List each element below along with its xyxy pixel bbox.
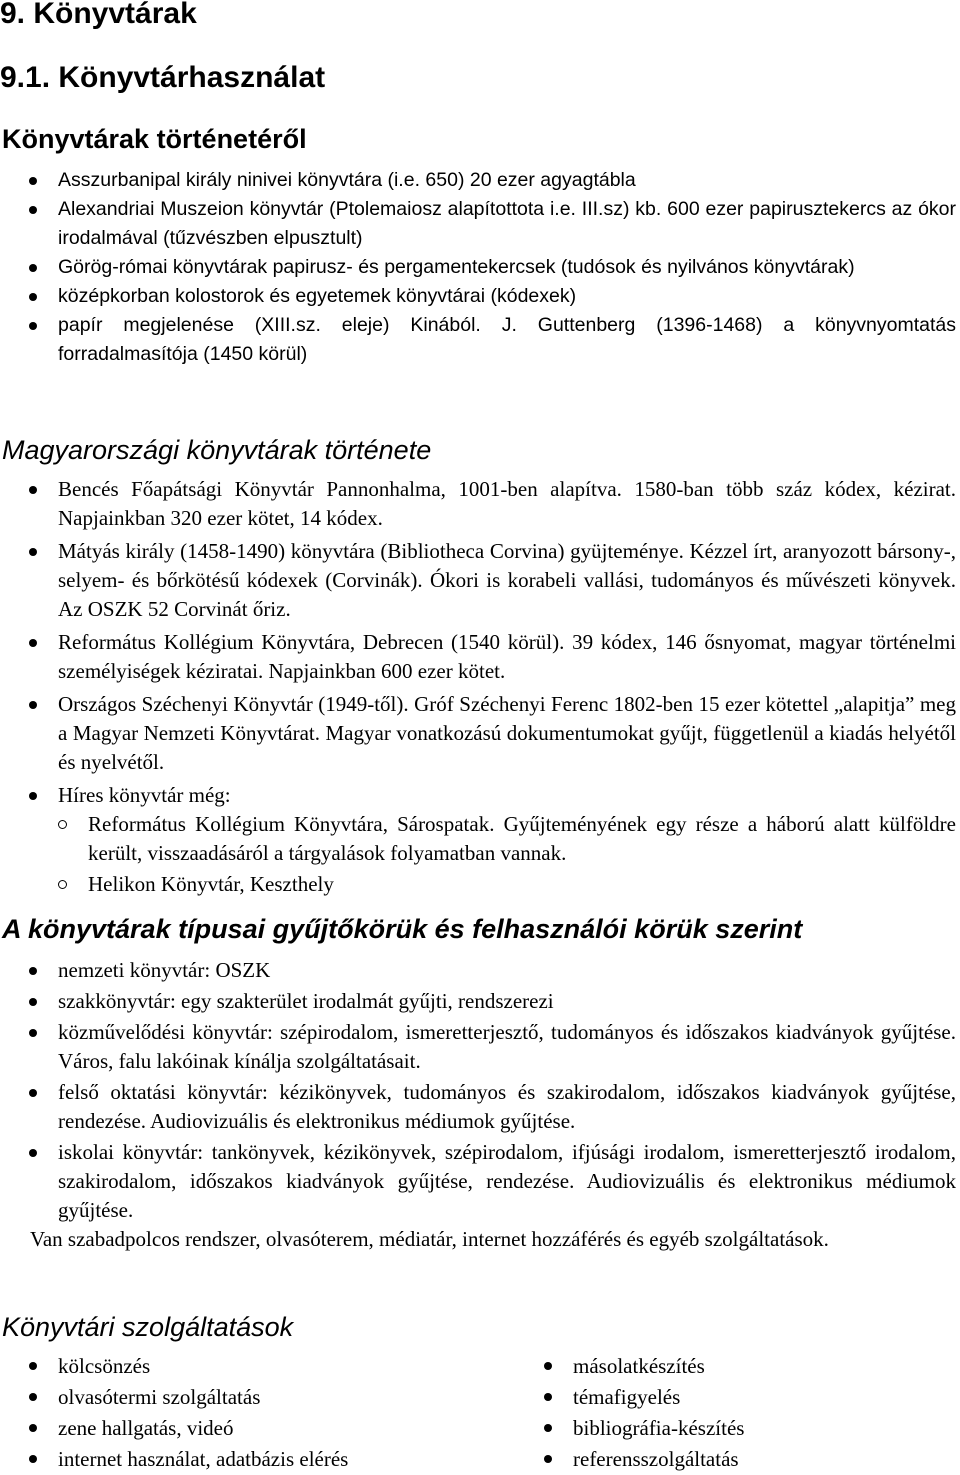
list-item: Bencés Főapátsági Könyvtár Pannonhalma, 1001-ben alapítva. 1580-ban több száz kódex, kézirat. Napjainkban 320 ezer kötet, 14 kódex. xyxy=(0,475,956,533)
chapter-title: 9. Könyvtárak xyxy=(0,0,197,30)
list-item: közművelődési könyvtár: szépirodalom, ismeretterjesztő, tudományos és időszakos kiadványok gyűjtése. Város, falu lakóinak kínálja szolgáltatásait. xyxy=(0,1018,956,1076)
services-left-list xyxy=(0,1351,500,1475)
service-item: zene hallgatás, videó xyxy=(0,1413,500,1444)
types-heading: A könyvtárak típusai gyűjtőkörük és felhasználói körük szerint xyxy=(2,914,803,944)
list-item: felső oktatási könyvtár: kézikönyvek, tudományos és szakirodalom, időszakos kiadványok gyűjtése, rendezése. Audiovizuális és elektronikus médiumok gyűjtése. xyxy=(0,1078,956,1136)
list-item: Mátyás király (1458-1490) könyvtára (Bibliotheca Corvina) gyüjteménye. Kézzel írt, aranyozott bársony-, selyem- és bőrkötésű kódexek (Corvinák). Ókori is korabeli vallási, tudományos és művészeti könyvek. Az OSZK 52 Corvinát őriz. xyxy=(0,537,956,624)
list-item: papír megjelenése (XIII.sz. eleje) Kinából. J. Guttenberg (1396-1468) a könyvnyomtatás forradalmasítója (1450 körül) xyxy=(0,311,956,369)
service-item: bibliográfia-készítés xyxy=(515,1413,955,1444)
list-item: Asszurbanipal király ninivei könyvtára (i.e. 650) 20 ezer agyagtábla xyxy=(0,166,956,195)
service-item: másolatkészítés xyxy=(515,1351,955,1382)
service-item: témafigyelés xyxy=(515,1382,955,1413)
list-item: szakkönyvtár: egy szakterület irodalmát gyűjti, rendszerezi xyxy=(0,987,956,1016)
service-item: referensszolgáltatás xyxy=(515,1444,955,1475)
hungarian-heading: Magyarországi könyvtárak története xyxy=(2,435,432,465)
services-right-list xyxy=(515,1351,955,1475)
types-list xyxy=(0,956,956,1225)
history-heading: Könyvtárak történetéről xyxy=(2,124,307,154)
services-heading: Könyvtári szolgáltatások xyxy=(2,1312,294,1342)
list-item: nemzeti könyvtár: OSZK xyxy=(0,956,956,985)
list-item: Országos Széchenyi Könyvtár (1949-től). Gróf Széchenyi Ferenc 1802-ben 15 ezer kötettel „alapitja” meg a Magyar Nemzeti Könyvtárat. Magyar vonatkozású dokumentumokat gyűjt, függetlenül a kiadás helyétől és nyelvétől. xyxy=(0,690,956,777)
sub-list-item: Református Kollégium Könyvtára, Sárospatak. Gyűjteményének egy része a háború alatt külföldre került, visszaadásáról a tárgyalások folyamatban vannak. xyxy=(58,810,956,868)
sub-list xyxy=(58,810,956,899)
history-list xyxy=(0,166,956,369)
list-item: Alexandriai Muszeion könyvtár (Ptolemaiosz alapítottota i.e. III.sz) kb. 600 ezer papirusztekercs az ókor irodalmával (tűzvészben elpusztult) xyxy=(0,195,956,253)
list-item-label: Híres könyvtár még: xyxy=(58,783,231,807)
list-item: középkorban kolostorok és egyetemek könyvtárai (kódexek) xyxy=(0,282,956,311)
list-item: Görög-római könyvtárak papirusz- és pergamentekercsek (tudósok és nyilvános könyvtárak) xyxy=(0,253,956,282)
section-title: 9.1. Könyvtárhasználat xyxy=(0,61,326,94)
hungarian-list xyxy=(0,475,956,899)
list-item: iskolai könyvtár: tankönyvek, kézikönyvek, szépirodalom, ifjúsági irodalom, ismeretterjesztő irodalom, szakirodalom, időszakos kiadványok gyűjtése, rendezése. Audiovizuális és elektronikus médiumok gyűjtése. xyxy=(0,1138,956,1225)
list-item xyxy=(0,781,956,899)
service-item: olvasótermi szolgáltatás xyxy=(0,1382,500,1413)
sub-list-item: Helikon Könyvtár, Keszthely xyxy=(58,870,956,899)
service-item: kölcsönzés xyxy=(0,1351,500,1382)
service-item: internet használat, adatbázis elérés xyxy=(0,1444,500,1475)
list-item: Református Kollégium Könyvtára, Debrecen (1540 körül). 39 kódex, 146 ősnyomat, magyar történelmi személyiségek kéziratai. Napjainkban 600 ezer kötet. xyxy=(0,628,956,686)
types-paragraph: Van szabadpolcos rendszer, olvasóterem, médiatár, internet hozzáférés és egyéb szolgáltatások. xyxy=(30,1227,829,1251)
